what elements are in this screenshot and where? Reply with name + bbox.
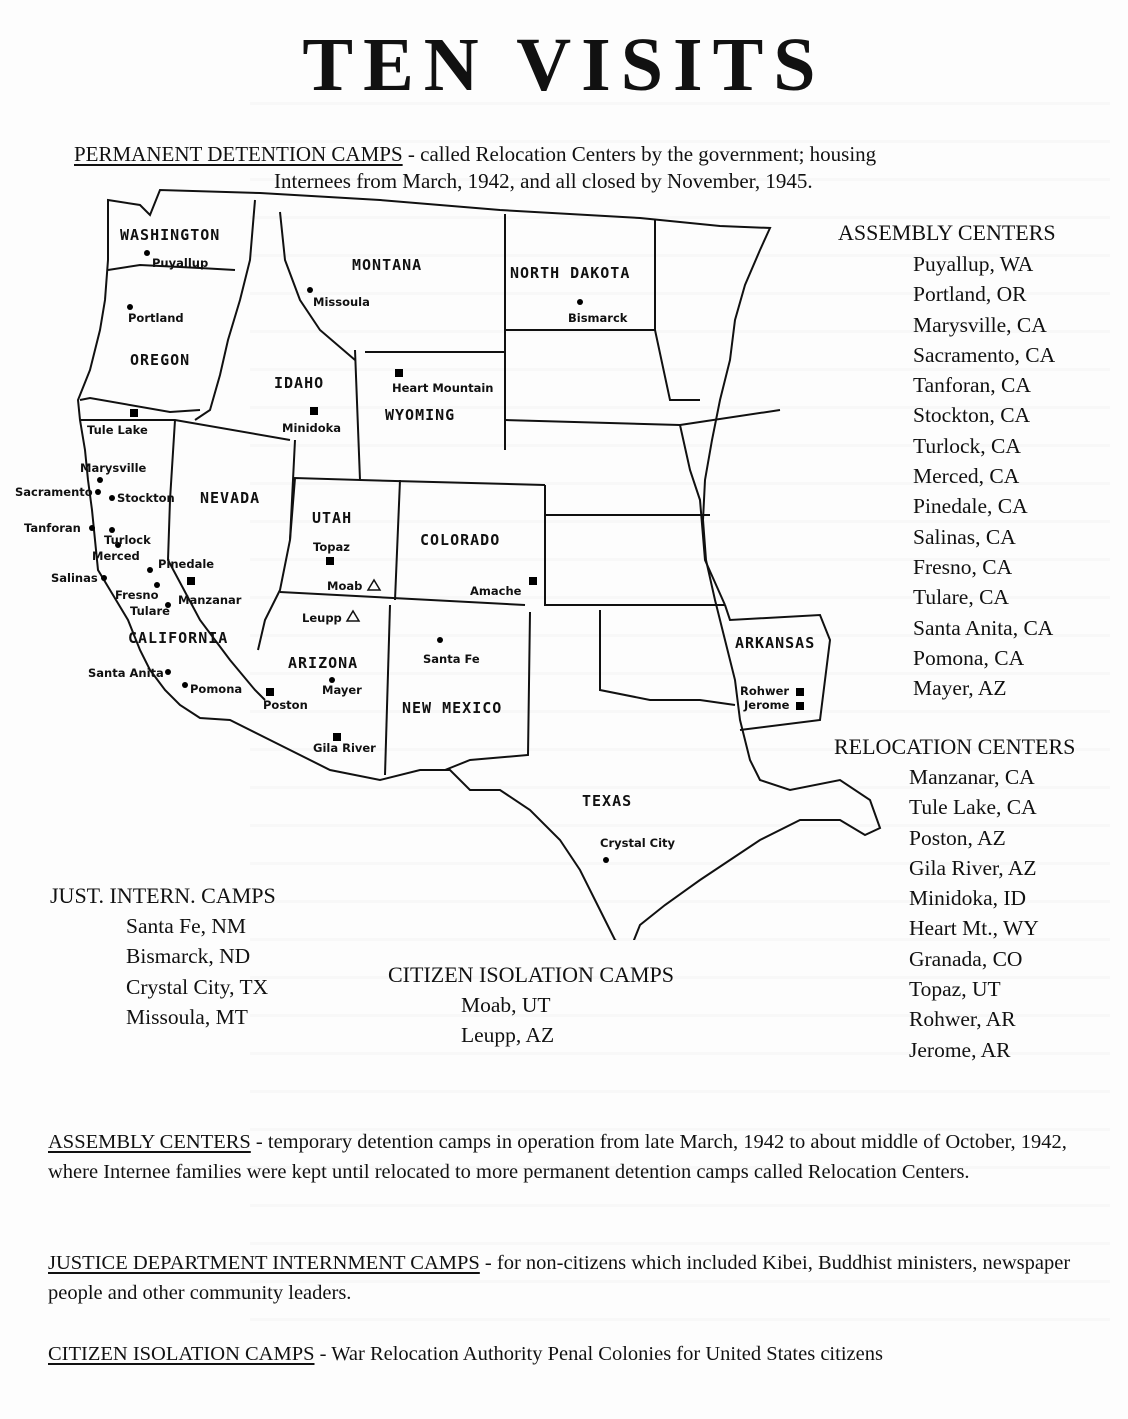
square-topaz [326, 557, 334, 565]
list-item: Turlock, CA [913, 433, 1021, 458]
list-item: Rohwer, AR [909, 1007, 1016, 1032]
wa-or-border [80, 398, 200, 412]
city-label-portland: Portland [128, 311, 184, 325]
dot-stockton [109, 495, 115, 501]
list-item: Topaz, UT [909, 977, 1001, 1002]
list-item: Jerome, AR [909, 1037, 1011, 1062]
city-label-minidoka: Minidoka [282, 421, 342, 435]
citizen-camps-heading: CITIZEN ISOLATION CAMPS [388, 962, 674, 987]
dot-salinas [101, 575, 107, 581]
city-label-poston: Poston [263, 698, 308, 712]
city-label-turlock: Turlock [104, 533, 151, 547]
list-item: Mayer, AZ [913, 676, 1007, 701]
city-label-stockton: Stockton [117, 491, 175, 505]
ia-border [680, 410, 780, 425]
dot-tanforan [89, 525, 95, 531]
list-item: Heart Mt., WY [909, 916, 1039, 941]
list-item: Stockton, CA [913, 403, 1031, 428]
city-label-puyallup: Puyallup [152, 256, 209, 270]
list-item: Moab, UT [461, 993, 551, 1017]
dot-pinedale [147, 567, 153, 573]
city-label-manzanar: Manzanar [178, 593, 242, 607]
list-item: Merced, CA [913, 464, 1020, 489]
list-item: Santa Fe, NM [126, 914, 247, 938]
list-item: Gila River, AZ [909, 855, 1037, 880]
square-manzanar [187, 577, 195, 585]
city-label-heart-mountain: Heart Mountain [392, 381, 494, 395]
city-label-topaz: Topaz [313, 540, 350, 554]
square-jerome [796, 702, 804, 710]
state-label-arizona: ARIZONA [288, 654, 359, 672]
list-item: Pinedale, CA [913, 494, 1028, 519]
state-label-washington: WASHINGTON [120, 226, 221, 244]
state-label-nevada: NEVADA [200, 489, 261, 507]
list-item: Tulare, CA [913, 585, 1009, 610]
nv-ut-border [258, 440, 295, 650]
state-label-oregon: OREGON [130, 351, 191, 369]
assembly-centers-list [838, 249, 1118, 703]
list-item: Minidoka, ID [909, 886, 1027, 911]
citizen-camps-list [388, 990, 748, 1051]
city-label-bismarck: Bismarck [568, 311, 628, 325]
square-tule-lake [130, 409, 138, 417]
list-item: Sacramento, CA [913, 342, 1056, 367]
city-label-sacramento: Sacramento [15, 485, 93, 499]
square-heart-mountain [395, 369, 403, 377]
dot-bismarck [577, 299, 583, 305]
list-item: Marysville, CA [913, 312, 1047, 337]
relocation-centers-heading: RELOCATION CENTERS [834, 734, 1076, 759]
city-label-gila-river: Gila River [313, 741, 376, 755]
state-label-idaho: IDAHO [274, 374, 325, 392]
city-label-santa-anita: Santa Anita [88, 666, 164, 680]
assembly-centers-panel [838, 220, 1118, 703]
ks-ok-border [545, 485, 725, 605]
dot-pomona [182, 682, 188, 688]
city-label-fresno: Fresno [115, 588, 159, 602]
square-amache [529, 577, 537, 585]
list-item: Missoula, MT [126, 1004, 248, 1029]
dot-crystal-city [603, 857, 609, 863]
city-label-tanforan: Tanforan [24, 521, 81, 535]
list-item: Leupp, AZ [461, 1023, 555, 1048]
city-label-rohwer: Rohwer [740, 684, 790, 698]
dot-santa-anita [165, 669, 171, 675]
dot-santa-fe [437, 637, 443, 643]
nm-tx-border [445, 612, 530, 770]
footnote-term: CITIZEN ISOLATION CAMPS [48, 1343, 315, 1365]
page-title: TEN VISITS [302, 23, 826, 107]
justice-camps-panel [50, 883, 350, 1032]
intro-line-1-rest: - called Relocation Centers by the government; housing [402, 142, 877, 166]
ok-tx-border [600, 610, 735, 705]
mn-border [655, 220, 700, 400]
sd-ne-border [505, 420, 680, 425]
footnote-text: - for non-citizens which included Kibei, Buddhist ministers, newspaper people and other community leaders. [48, 1252, 1071, 1304]
footnote-justice-camps [48, 1248, 1108, 1308]
ut-co-border [395, 480, 400, 600]
state-label-arkansas: ARKANSAS [735, 634, 816, 652]
state-label-california: CALIFORNIA [128, 629, 229, 647]
dot-puyallup [144, 250, 150, 256]
city-label-leupp: Leupp [302, 611, 342, 625]
square-rohwer [796, 688, 804, 696]
triangle-leupp [347, 611, 359, 621]
city-label-pomona: Pomona [190, 682, 243, 696]
footnote-text: - temporary detention camps in operation from late March, 1942 to about middle of October, 1942, where Internee families were kept until relocated to more permanent detention camps called Relocation Centers. [48, 1131, 1067, 1183]
dot-missoula [307, 287, 313, 293]
dot-sacramento [95, 489, 101, 495]
city-label-tule-lake: Tule Lake [87, 423, 148, 437]
square-poston [266, 688, 274, 696]
list-item: Salinas, CA [913, 524, 1016, 549]
list-item: Poston, AZ [909, 825, 1006, 850]
state-label-colorado: COLORADO [420, 531, 501, 549]
assembly-centers-heading: ASSEMBLY CENTERS [838, 220, 1056, 245]
city-label-moab: Moab [327, 579, 363, 593]
state-label-wyoming: WYOMING [385, 406, 456, 424]
list-item: Manzanar, CA [909, 765, 1035, 789]
justice-camps-list [50, 911, 350, 1032]
state-label-montana: MONTANA [352, 256, 423, 274]
list-item: Tule Lake, CA [909, 795, 1037, 820]
city-label-salinas: Salinas [51, 571, 98, 585]
state-label-texas: TEXAS [582, 792, 633, 810]
list-item: Tanforan, CA [913, 373, 1031, 398]
list-item: Portland, OR [913, 282, 1027, 307]
city-label-pinedale: Pinedale [158, 557, 215, 571]
square-gila-river [333, 733, 341, 741]
intro-heading: PERMANENT DETENTION CAMPS [74, 142, 403, 166]
city-label-crystal-city: Crystal City [600, 836, 676, 850]
city-label-jerome: Jerome [744, 698, 790, 712]
list-item: Granada, CO [909, 946, 1023, 971]
footnote-text: - War Relocation Authority Penal Colonies for United States citizens [314, 1343, 883, 1365]
city-label-tulare: Tulare [130, 604, 170, 618]
relocation-centers-panel [834, 734, 1119, 1065]
square-minidoka [310, 407, 318, 415]
dot-marysville [97, 477, 103, 483]
state-label-utah: UTAH [312, 509, 353, 527]
citizen-camps-panel [388, 962, 748, 1051]
footnote-assembly-centers [48, 1127, 1108, 1187]
intro-line-2: Internees from March, 1942, and all closed by November, 1945. [274, 169, 813, 193]
city-label-missoula: Missoula [313, 295, 370, 309]
city-label-marysville: Marysville [80, 461, 147, 475]
footnote-term: ASSEMBLY CENTERS [48, 1131, 251, 1153]
footnote-citizen-camps [48, 1339, 1118, 1369]
city-label-mayer: Mayer [322, 683, 362, 697]
intro-line-1 [74, 141, 1084, 168]
city-label-amache: Amache [470, 584, 522, 598]
wy-co-border [360, 480, 545, 485]
list-item: Bismarck, ND [126, 944, 251, 969]
id-mt-border [280, 212, 355, 360]
footnote-term: JUSTICE DEPARTMENT INTERNMENT CAMPS [48, 1252, 480, 1274]
relocation-centers-list [834, 762, 1119, 1065]
list-item: Pomona, CA [913, 645, 1025, 670]
dot-portland [127, 304, 133, 310]
western-us-map [0, 180, 900, 940]
list-item: Fresno, CA [913, 554, 1013, 579]
list-item: Crystal City, TX [126, 974, 269, 999]
state-label-north-dakota: NORTH DAKOTA [510, 264, 631, 282]
city-label-merced: Merced [92, 549, 140, 563]
state-label-new-mexico: NEW MEXICO [402, 699, 503, 717]
co-nm-border [385, 605, 390, 775]
justice-camps-heading: JUST. INTERN. CAMPS [50, 883, 276, 908]
list-item: Puyallup, WA [913, 252, 1034, 276]
triangle-moab [368, 580, 380, 590]
list-item: Santa Anita, CA [913, 615, 1054, 640]
city-label-santa-fe: Santa Fe [423, 652, 480, 666]
